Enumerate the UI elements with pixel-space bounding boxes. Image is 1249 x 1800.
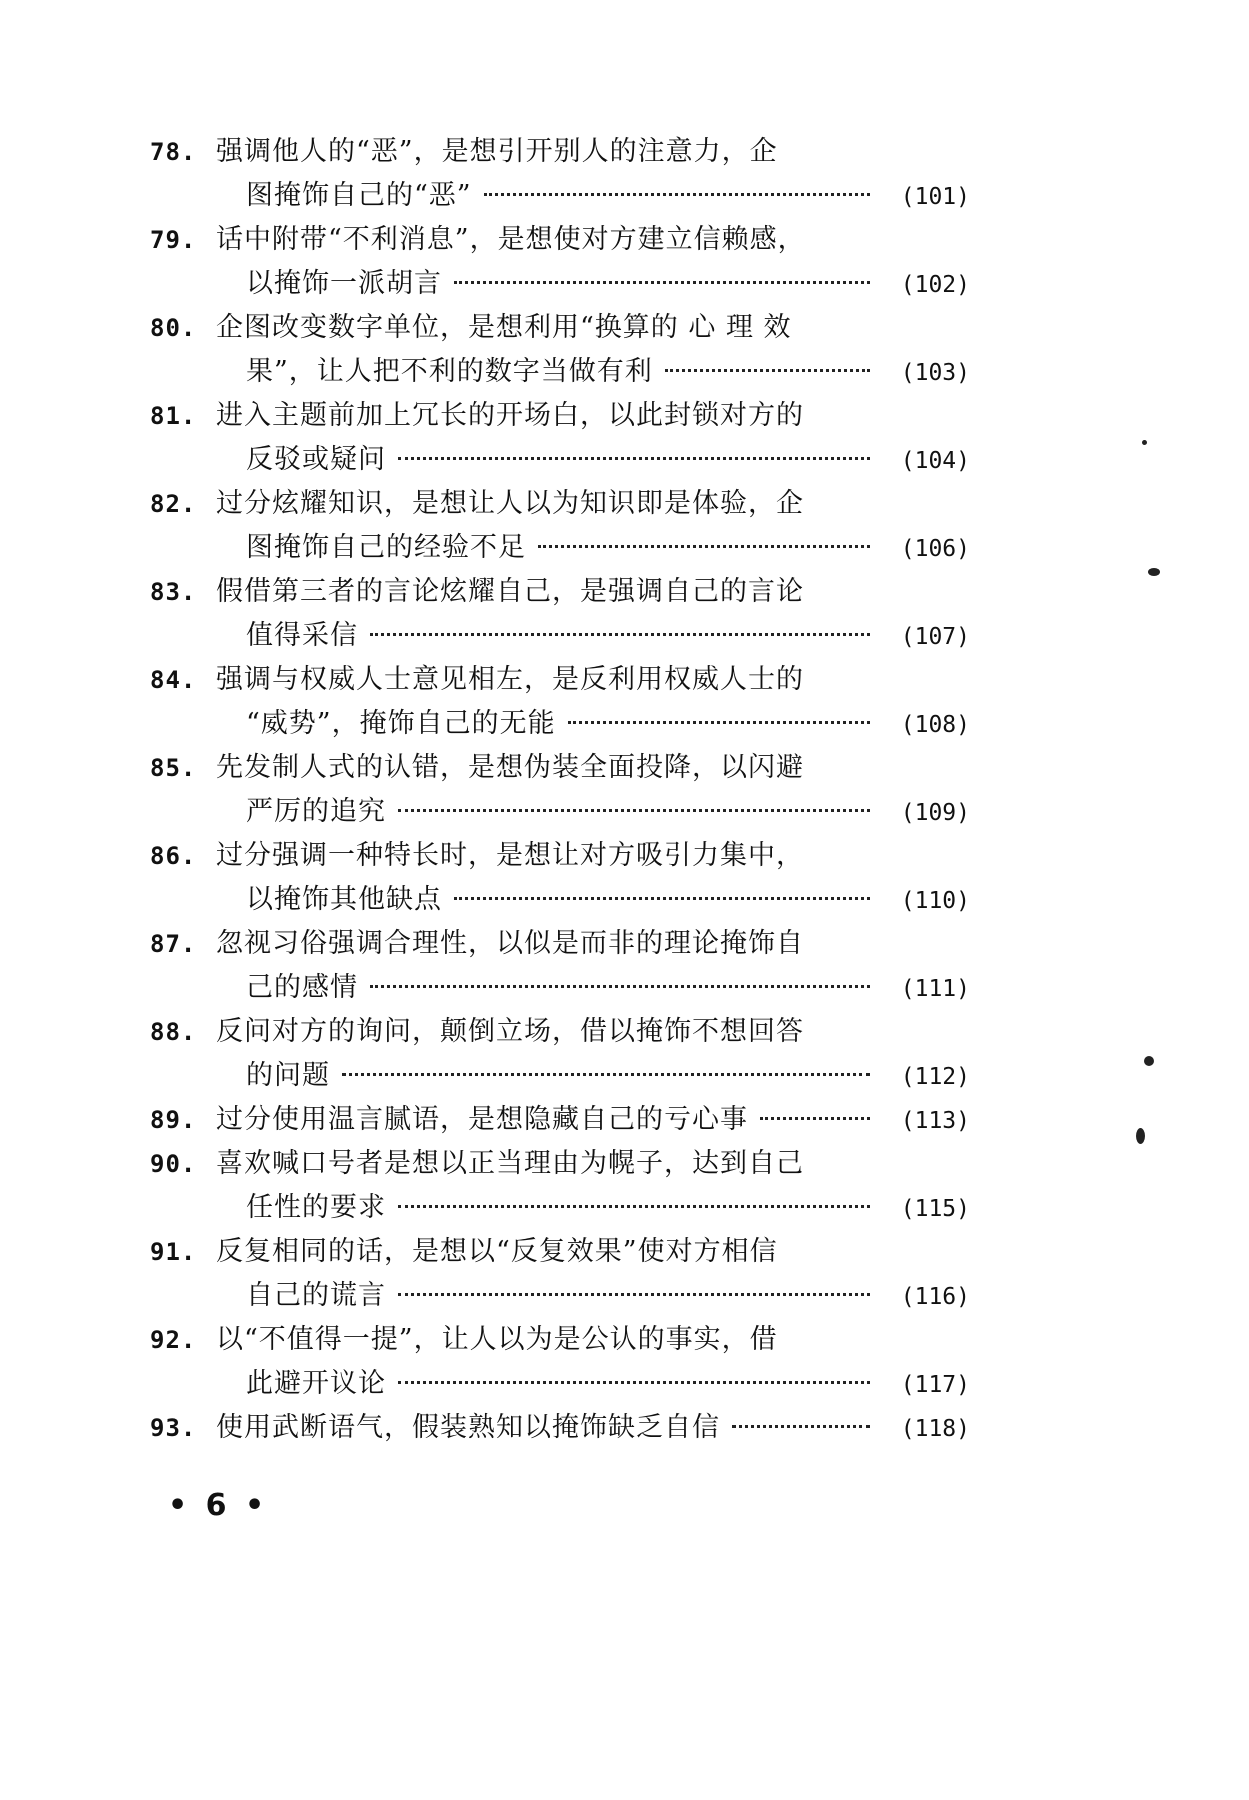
- entry-page-number: (118): [900, 1416, 970, 1442]
- entry-title-continued: 以掩饰其他缺点: [246, 884, 442, 915]
- toc-entry-continuation: [150, 966, 970, 1010]
- toc-entry-continuation: [150, 1274, 970, 1318]
- dot-leader: [342, 1073, 870, 1076]
- toc-entry: [150, 1230, 970, 1318]
- dot-leader: [538, 545, 870, 548]
- dot-leader: [398, 1381, 870, 1384]
- toc-entry-first-line: [150, 482, 970, 526]
- entry-page-number: (101): [900, 184, 970, 210]
- toc-entry: [150, 1142, 970, 1230]
- entry-title-continued: 任性的要求: [246, 1192, 386, 1223]
- entry-page-number: (109): [900, 800, 970, 826]
- toc-entry-first-line: [150, 306, 970, 350]
- entry-title: 企图改变数字单位，是想利用“换算的 心 理 效: [216, 312, 792, 343]
- entry-page-number: (106): [900, 536, 970, 562]
- entry-title-continued: 反驳或疑问: [246, 444, 386, 475]
- entry-title: 喜欢喊口号者是想以正当理由为幌子，达到自己: [216, 1148, 804, 1179]
- toc-entry-first-line: [150, 1230, 970, 1274]
- entry-number: 85.: [150, 754, 197, 782]
- entry-title: 反复相同的话，是想以“反复效果”使对方相信: [216, 1236, 778, 1267]
- entry-title-continued: 以掩饰一派胡言: [246, 268, 442, 299]
- entry-title: 强调他人的“恶”，是想引开别人的注意力，企: [216, 136, 778, 167]
- toc-entry-continuation: [150, 262, 970, 306]
- toc-entry-continuation: [150, 614, 970, 658]
- toc-entry-continuation: [150, 1054, 970, 1098]
- entry-number: 88.: [150, 1018, 197, 1046]
- toc-entry: [150, 394, 970, 482]
- entry-number: 90.: [150, 1150, 197, 1178]
- entry-number: 93.: [150, 1414, 197, 1442]
- toc-entry-continuation: [150, 438, 970, 482]
- entry-title-continued: 值得采信: [246, 620, 358, 651]
- toc-entry: [150, 218, 970, 306]
- toc-entry-continuation: [150, 790, 970, 834]
- entry-title: 使用武断语气，假装熟知以掩饰缺乏自信: [216, 1412, 720, 1443]
- dot-leader: [665, 369, 870, 372]
- page-number: • 6 •: [168, 1488, 269, 1523]
- entry-title-continued: 果”，让人把不利的数字当做有利: [246, 356, 653, 387]
- entry-page-number: (107): [900, 624, 970, 650]
- entry-title-continued: 自己的谎言: [246, 1280, 386, 1311]
- entry-title-continued: 此避开议论: [246, 1368, 386, 1399]
- dot-leader: [398, 1205, 870, 1208]
- entry-number: 86.: [150, 842, 197, 870]
- scan-speck: [1148, 568, 1160, 576]
- entry-number: 92.: [150, 1326, 197, 1354]
- entry-number: 87.: [150, 930, 197, 958]
- entry-title: 假借第三者的言论炫耀自己，是强调自己的言论: [216, 576, 804, 607]
- toc-entry: [150, 570, 970, 658]
- entry-title: 先发制人式的认错，是想伪装全面投降，以闪避: [216, 752, 804, 783]
- entry-title: 强调与权威人士意见相左，是反利用权威人士的: [216, 664, 804, 695]
- dot-leader: [484, 193, 870, 196]
- entry-title-continued: “威势”，掩饰自己的无能: [246, 708, 556, 739]
- entry-title: 以“不值得一提”，让人以为是公认的事实，借: [216, 1324, 778, 1355]
- dot-leader: [568, 721, 870, 724]
- entry-page-number: (111): [900, 976, 970, 1002]
- dot-leader: [398, 1293, 870, 1296]
- toc-entry-continuation: [150, 702, 970, 746]
- toc-entry: [150, 1098, 970, 1142]
- dot-leader: [732, 1425, 870, 1428]
- entry-title: 话中附带“不利消息”，是想使对方建立信赖感，: [216, 224, 806, 255]
- entry-title: 反问对方的询问，颠倒立场，借以掩饰不想回答: [216, 1016, 804, 1047]
- toc-entry: [150, 482, 970, 570]
- entry-number: 83.: [150, 578, 197, 606]
- entry-title: 过分炫耀知识，是想让人以为知识即是体验，企: [216, 488, 804, 519]
- entry-number: 81.: [150, 402, 197, 430]
- toc-entry: [150, 922, 970, 1010]
- toc-entry-continuation: [150, 174, 970, 218]
- entry-number: 91.: [150, 1238, 197, 1266]
- entry-number: 84.: [150, 666, 197, 694]
- toc-entry: [150, 746, 970, 834]
- entry-number: 80.: [150, 314, 197, 342]
- entry-number: 79.: [150, 226, 197, 254]
- entry-number: 78.: [150, 138, 197, 166]
- entry-page-number: (103): [900, 360, 970, 386]
- dot-leader: [370, 985, 870, 988]
- toc-entry-first-line: [150, 570, 970, 614]
- toc-entry: [150, 1406, 970, 1450]
- entry-title: 过分使用温言腻语，是想隐藏自己的亏心事: [216, 1104, 748, 1135]
- entry-title-continued: 的问题: [246, 1060, 330, 1091]
- toc-entry-continuation: [150, 1362, 970, 1406]
- dot-leader: [398, 809, 870, 812]
- entry-page-number: (102): [900, 272, 970, 298]
- toc-entry: [150, 1010, 970, 1098]
- toc-entry-continuation: [150, 526, 970, 570]
- entry-page-number: (116): [900, 1284, 970, 1310]
- toc-entry: [150, 834, 970, 922]
- dot-leader: [454, 281, 870, 284]
- entry-page-number: (108): [900, 712, 970, 738]
- toc-entry-first-line: [150, 1010, 970, 1054]
- toc-entry-first-line: [150, 130, 970, 174]
- toc-entry-first-line: [150, 922, 970, 966]
- toc-entry: [150, 658, 970, 746]
- entry-page-number: (115): [900, 1196, 970, 1222]
- toc-entry-first-line: [150, 1318, 970, 1362]
- dot-leader: [370, 633, 870, 636]
- toc-entry-first-line: [150, 394, 970, 438]
- toc-entry-continuation: [150, 350, 970, 394]
- toc-entry-first-line: [150, 218, 970, 262]
- entry-page-number: (113): [900, 1108, 970, 1134]
- entry-title: 过分强调一种特长时，是想让对方吸引力集中，: [216, 840, 804, 871]
- toc-entry-first-line: [150, 1406, 970, 1450]
- toc-entry: [150, 1318, 970, 1406]
- entry-title: 忽视习俗强调合理性，以似是而非的理论掩饰自: [216, 928, 804, 959]
- table-of-contents: [150, 130, 970, 1450]
- entry-page-number: (104): [900, 448, 970, 474]
- dot-leader: [454, 897, 870, 900]
- toc-entry-continuation: [150, 1186, 970, 1230]
- toc-entry-first-line: [150, 834, 970, 878]
- toc-entry-continuation: [150, 878, 970, 922]
- toc-entry: [150, 306, 970, 394]
- entry-title-continued: 图掩饰自己的经验不足: [246, 532, 526, 563]
- scan-speck: [1144, 1056, 1154, 1066]
- entry-page-number: (112): [900, 1064, 970, 1090]
- toc-entry-first-line: [150, 746, 970, 790]
- toc-entry-first-line: [150, 1142, 970, 1186]
- entry-page-number: (110): [900, 888, 970, 914]
- entry-number: 89.: [150, 1106, 197, 1134]
- entry-title-continued: 己的感情: [246, 972, 358, 1003]
- scan-speck: [1142, 440, 1147, 445]
- dot-leader: [760, 1117, 870, 1120]
- scan-speck: [1136, 1128, 1145, 1144]
- entry-title-continued: 严厉的追究: [246, 796, 386, 827]
- toc-entry-first-line: [150, 658, 970, 702]
- toc-entry: [150, 130, 970, 218]
- entry-title: 进入主题前加上冗长的开场白，以此封锁对方的: [216, 400, 804, 431]
- entry-page-number: (117): [900, 1372, 970, 1398]
- entry-title-continued: 图掩饰自己的“恶”: [246, 180, 472, 211]
- entry-number: 82.: [150, 490, 197, 518]
- dot-leader: [398, 457, 870, 460]
- toc-entry-first-line: [150, 1098, 970, 1142]
